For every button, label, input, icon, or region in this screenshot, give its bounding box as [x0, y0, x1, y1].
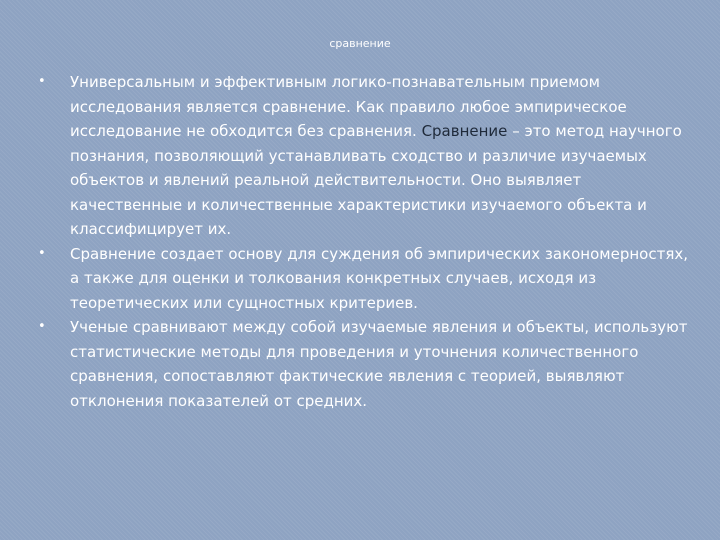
bullet-text: Сравнение создает основу для суждения об эмпирических закономерностях, а также для оценки и толкования конкретных случаев, исходя из теоретических или сущностных критериев. — [70, 244, 688, 312]
bullet-text: Ученые сравнивают между собой изучаемые явления и объекты, используют статистические методы для проведения и уточнения количественного сравнения, сопоставляют фактические явления с теорией, выявляют отклонения показателей от средних. — [70, 318, 688, 410]
bullet-emphasis: Сравнение — [421, 122, 508, 140]
bullet-dot-icon: • — [38, 319, 46, 334]
bullet-dot-icon: • — [38, 74, 46, 89]
bullet-item — [38, 70, 688, 242]
bullet-item — [38, 242, 688, 316]
bullet-text: – это метод научного познания, позволяющий устанавливать сходство и различие изучаемых объектов и явлений реальной действительности. Оно выявляет качественные и количественные характеристики изучаемого объекта и классифицирует их. — [70, 122, 682, 238]
bullet-list — [38, 70, 688, 413]
bullet-dot-icon: • — [38, 245, 46, 261]
slide-title: сравнение — [329, 37, 391, 50]
bullet-text: Универсальным и эффективным логико-познавательным приемом исследования является сравнение. Как правило любое эмпирическое исследование не обходится без сравнения. — [70, 73, 627, 140]
bullet-item — [38, 315, 688, 413]
